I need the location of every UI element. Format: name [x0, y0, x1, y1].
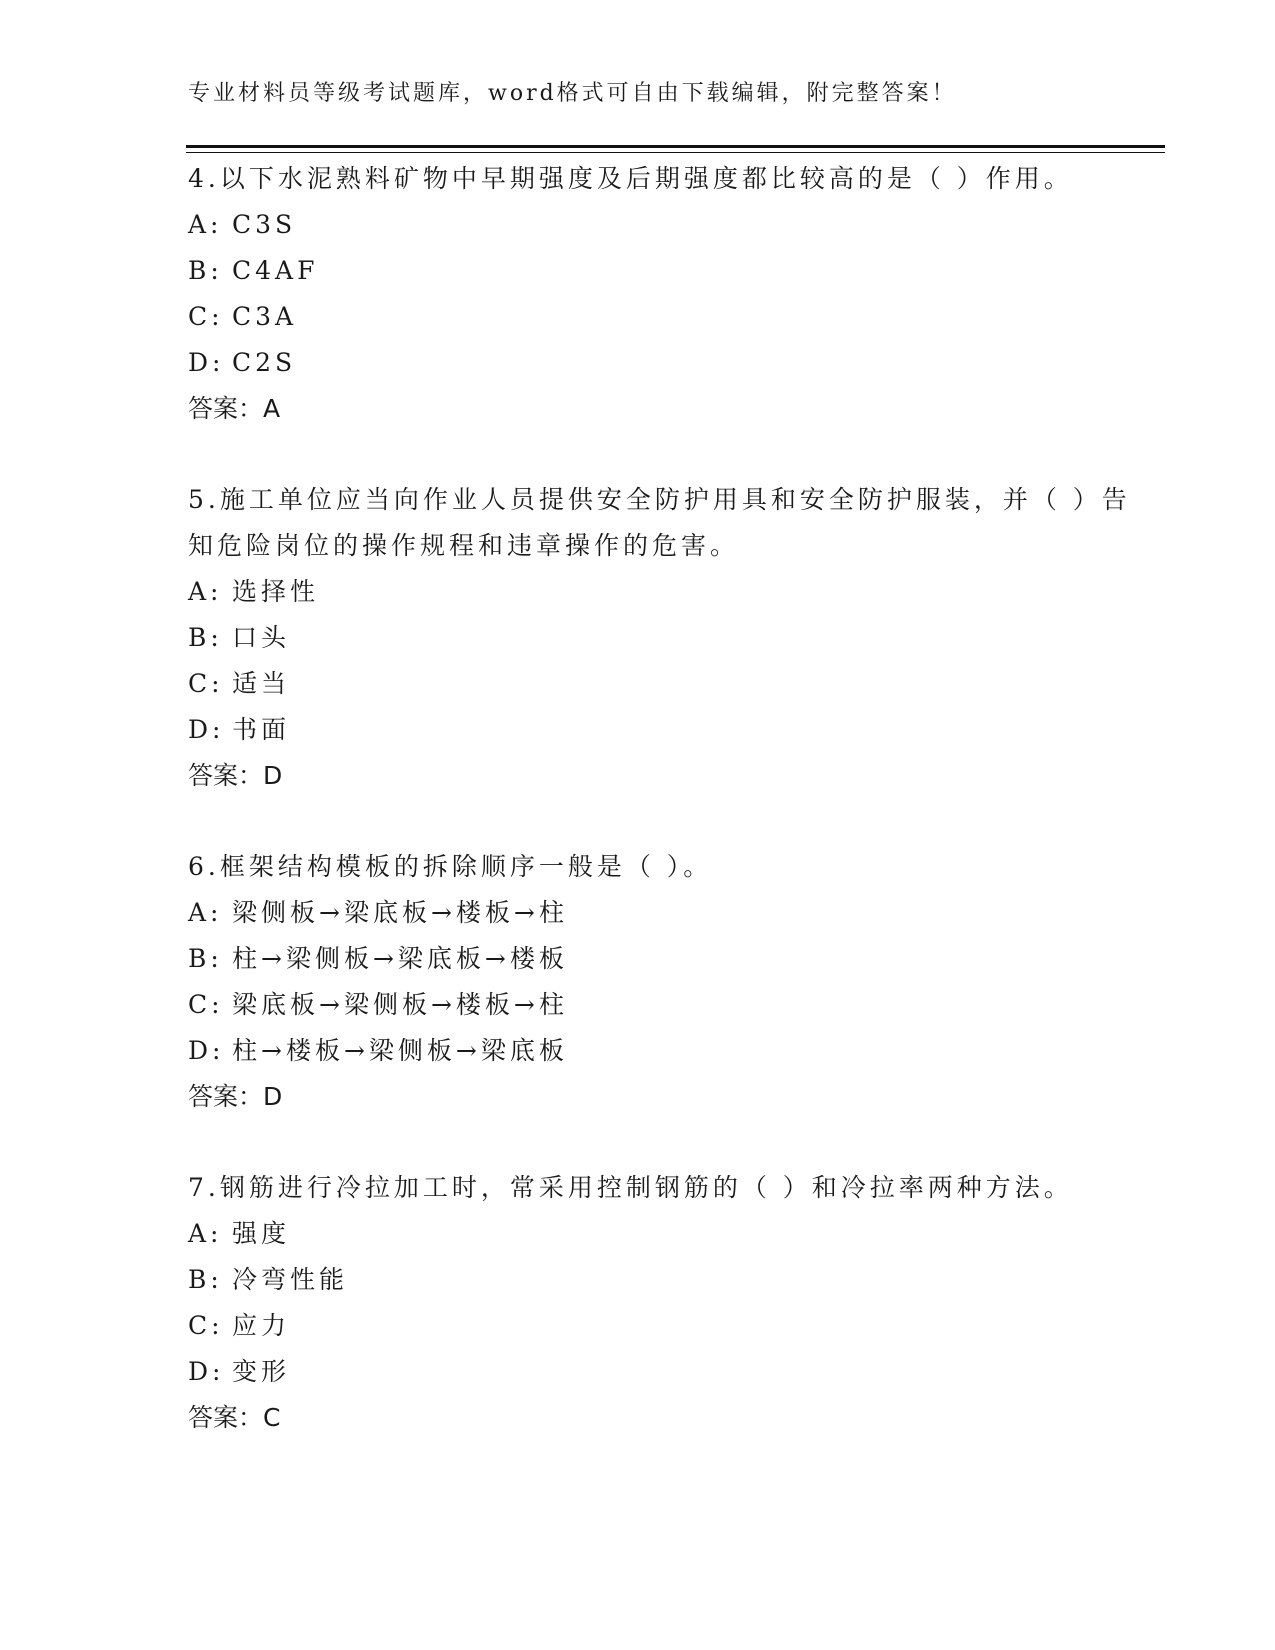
- question-7: [188, 1165, 1148, 1441]
- option-text: 柱→楼板→梁侧板→梁底板: [232, 1036, 568, 1065]
- question-stem: 5.施工单位应当向作业人员提供安全防护用具和安全防护服装，并（ ）告知危险岗位的操作规程和违章操作的危害。: [188, 485, 1131, 560]
- option-a: [188, 569, 1148, 615]
- option-c: [188, 1303, 1148, 1349]
- option-text: 变形: [232, 1357, 291, 1386]
- option-d: [188, 1349, 1148, 1395]
- option-letter: D:: [188, 1036, 225, 1065]
- option-c: [188, 661, 1148, 707]
- option-d: [188, 1028, 1148, 1074]
- option-text: 选择性: [232, 577, 320, 606]
- option-d: [188, 340, 1148, 386]
- option-text: 口头: [232, 623, 291, 652]
- question-stem: 6.框架结构模板的拆除顺序一般是（ ）。: [188, 852, 713, 881]
- option-letter: B:: [188, 256, 223, 285]
- question-6: [188, 844, 1148, 1120]
- option-letter: C:: [188, 1311, 224, 1340]
- option-b: [188, 248, 1148, 294]
- option-letter: B:: [188, 1265, 223, 1294]
- question-stem: 7.钢筋进行冷拉加工时，常采用控制钢筋的（ ）和冷拉率两种方法。: [188, 1173, 1073, 1202]
- option-letter: A:: [188, 898, 223, 927]
- option-c: [188, 982, 1148, 1028]
- option-text: C4AF: [232, 256, 319, 285]
- option-text: 柱→梁侧板→梁底板→楼板: [232, 944, 568, 973]
- option-letter: D:: [188, 1357, 225, 1386]
- option-text: 梁底板→梁侧板→楼板→柱: [232, 990, 568, 1019]
- option-letter: B:: [188, 623, 223, 652]
- document-header: 专业材料员等级考试题库，word格式可自由下载编辑，附完整答案！: [188, 81, 957, 106]
- option-text: 应力: [232, 1311, 291, 1340]
- option-text: C3S: [232, 210, 297, 239]
- option-letter: D:: [188, 715, 225, 744]
- option-text: 书面: [232, 715, 291, 744]
- option-c: [188, 294, 1148, 340]
- option-b: [188, 615, 1148, 661]
- option-letter: B:: [188, 944, 223, 973]
- question-5: [188, 477, 1148, 799]
- option-letter: A:: [188, 210, 223, 239]
- option-text: 适当: [232, 669, 291, 698]
- option-text: 冷弯性能: [232, 1265, 349, 1294]
- option-letter: C:: [188, 669, 224, 698]
- option-b: [188, 936, 1148, 982]
- option-a: [188, 202, 1148, 248]
- option-letter: C:: [188, 990, 224, 1019]
- answer-line: 答案：D: [188, 761, 283, 790]
- option-a: [188, 1211, 1148, 1257]
- answer-line: 答案：D: [188, 1082, 283, 1111]
- option-text: C3A: [232, 302, 298, 331]
- header-rule-thick: [186, 145, 1165, 148]
- option-letter: C:: [188, 302, 224, 331]
- option-text: 强度: [232, 1219, 291, 1248]
- question-stem: 4.以下水泥熟料矿物中早期强度及后期强度都比较高的是（ ）作用。: [188, 164, 1073, 193]
- option-letter: A:: [188, 1219, 223, 1248]
- answer-line: 答案：C: [188, 1403, 281, 1432]
- option-letter: A:: [188, 577, 223, 606]
- question-4: [188, 156, 1148, 432]
- option-text: 梁侧板→梁底板→楼板→柱: [232, 898, 568, 927]
- option-d: [188, 707, 1148, 753]
- option-text: C2S: [232, 348, 297, 377]
- header-rule-thin: [186, 152, 1165, 153]
- option-b: [188, 1257, 1148, 1303]
- option-letter: D:: [188, 348, 225, 377]
- option-a: [188, 890, 1148, 936]
- answer-line: 答案：A: [188, 394, 281, 423]
